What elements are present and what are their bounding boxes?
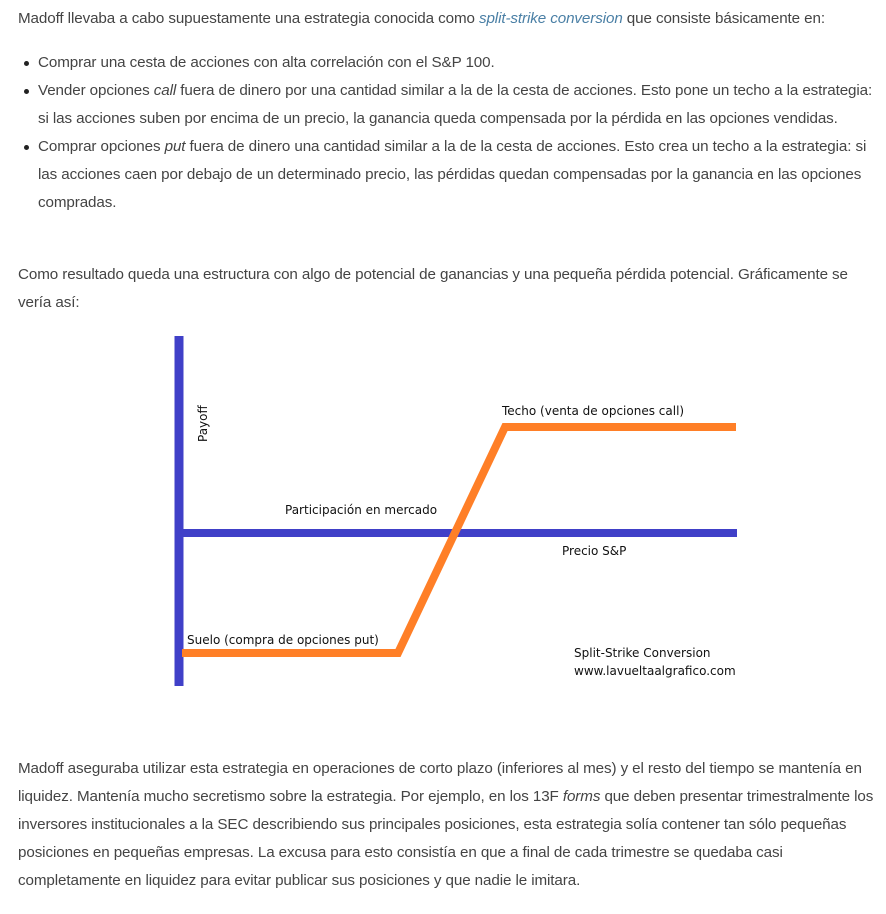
payoff-line [182, 427, 736, 653]
list-item-text: Vender opciones [38, 82, 154, 99]
list-item-text: Comprar opciones [38, 138, 165, 155]
credit-title: Split-Strike Conversion [574, 646, 711, 660]
y-axis-label: Payoff [196, 405, 210, 442]
strategy-list [18, 49, 880, 217]
list-item [38, 49, 880, 77]
closing-paragraph [18, 755, 880, 895]
floor-label: Suelo (compra de opciones put) [187, 633, 379, 647]
intro-text-start: Madoff llevaba a cabo supuestamente una estrategia conocida como [18, 10, 479, 27]
payoff-diagram [170, 336, 750, 688]
market-participation-label: Participación en mercado [285, 503, 438, 517]
list-item-text: fuera de dinero por una cantidad similar a la de la cesta de acciones. Esto pone un techo a la estrategia: si las acciones suben por encima de un precio, la ganancia queda compensada por la pérdida en las opciones vendidas. [38, 82, 873, 127]
payoff-diagram-svg [170, 336, 750, 688]
ceiling-label: Techo (venta de opciones call) [502, 404, 685, 418]
list-item-text: Comprar una cesta de acciones con alta correlación con el S&P 100. [38, 54, 495, 71]
closing-text-start: Madoff aseguraba utilizar esta estrategia en operaciones de corto plazo (inferiores al mes) y el resto del tiempo se mantenía en liquidez. Mantenía mucho secretismo sobre la estrategia. Por ejemplo, en los 13F [18, 760, 862, 805]
intro-paragraph [18, 5, 880, 33]
list-item-emphasis: put [164, 138, 186, 155]
split-strike-link[interactable]: split-strike conversion [478, 10, 623, 27]
list-item-text: fuera de dinero una cantidad similar a la de la cesta de acciones. Esto crea un techo a la estrategia: si las acciones caen por debajo de un determinado precio, las pérdidas quedan compensadas por la ganancia en las opciones compradas. [38, 138, 867, 211]
closing-text-end: que deben presentar trimestralmente los inversores institucionales a la SEC describiendo sus principales posiciones, esta estrategia solía contener tan sólo pequeñas posiciones en pequeñas empresas. La excusa para esto consistía en que a final de cada trimestre se quedaba casi completamente en liquidez para evitar publicar sus posiciones y que nadie le imitara. [18, 788, 874, 889]
list-item [38, 133, 880, 217]
credit-url: www.lavueltaalgrafico.com [574, 664, 736, 678]
list-item-emphasis: call [153, 82, 177, 99]
list-item [38, 77, 880, 133]
result-paragraph: Como resultado queda una estructura con algo de potencial de ganancias y una pequeña pérdida potencial. Gráficamente se vería así: [18, 266, 848, 311]
x-axis-label: Precio S&P [562, 544, 627, 558]
closing-emphasis: forms [562, 788, 601, 805]
intro-text-end: que consiste básicamente en: [622, 10, 825, 27]
